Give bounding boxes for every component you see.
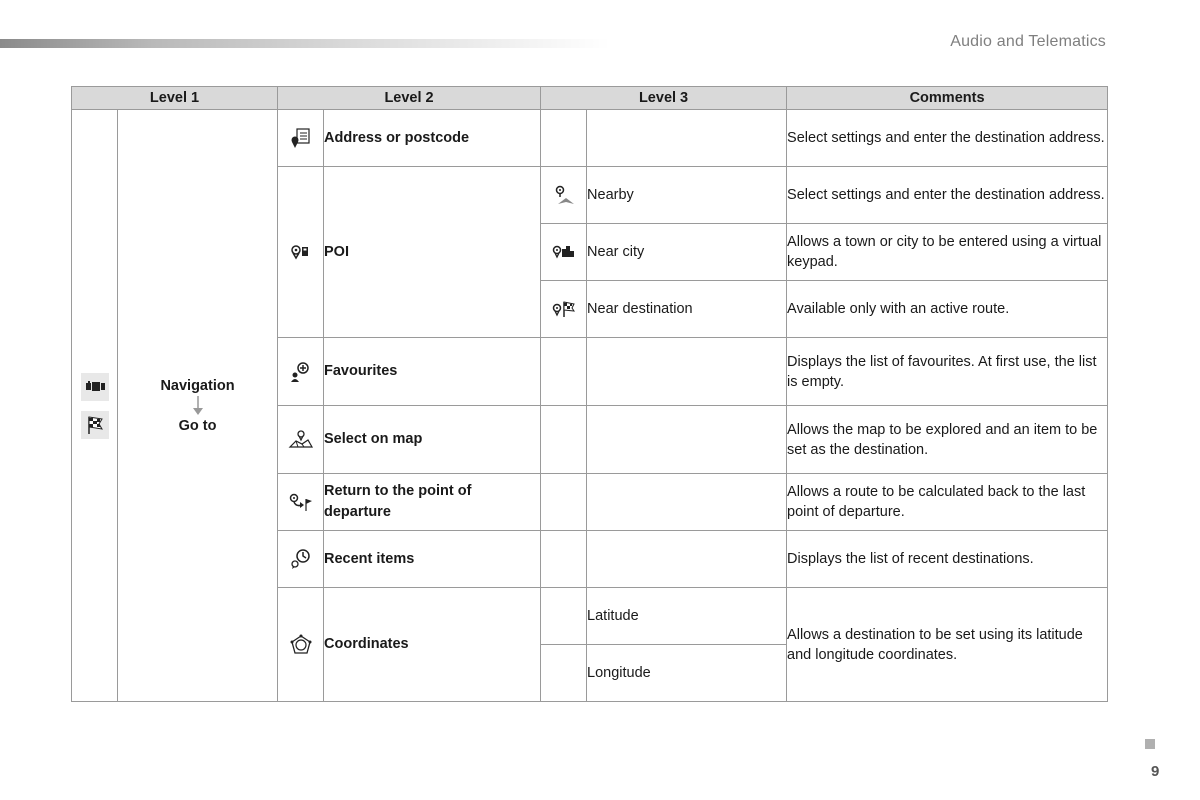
level2-label: Recent items	[324, 531, 541, 588]
level2-icon-cell	[278, 167, 324, 338]
level2-label: POI	[324, 167, 541, 338]
page-number: 9	[1151, 763, 1160, 780]
comment-text: Select settings and enter the destination address.	[787, 110, 1108, 167]
comment-text: Displays the list of favourites. At first use, the list is empty.	[787, 338, 1108, 406]
level2-icon-cell	[278, 338, 324, 406]
level2-label: Select on map	[324, 406, 541, 474]
comment-text: Displays the list of recent destinations.	[787, 531, 1108, 588]
poi-icon	[289, 241, 313, 263]
navigation-menu-table	[71, 86, 1108, 702]
near-city-icon	[552, 241, 576, 263]
comment-text: Allows a route to be calculated back to the last point of departure.	[787, 474, 1108, 531]
empty-cell	[587, 531, 787, 588]
empty-cell	[541, 474, 587, 531]
coordinates-icon	[289, 634, 313, 656]
column-header-level3: Level 3	[541, 87, 787, 110]
empty-cell	[541, 110, 587, 167]
header-gradient-bar	[0, 39, 610, 48]
comment-text: Select settings and enter the destination address.	[787, 167, 1108, 224]
level2-label: Address or postcode	[324, 110, 541, 167]
level3-icon-cell	[541, 167, 587, 224]
level1-icons-cell	[72, 110, 118, 702]
level3-label: Nearby	[587, 167, 787, 224]
empty-cell	[587, 110, 787, 167]
level1-navigation-cell	[118, 110, 278, 702]
near-destination-icon	[552, 298, 576, 320]
level3-label: Near city	[587, 224, 787, 281]
section-title: Audio and Telematics	[950, 33, 1106, 50]
navigation-icon	[81, 373, 109, 401]
table-row	[72, 110, 1108, 167]
map-icon	[288, 429, 314, 451]
level2-label: Favourites	[324, 338, 541, 406]
comment-text: Available only with an active route.	[787, 281, 1108, 338]
column-header-comments: Comments	[787, 87, 1108, 110]
empty-cell	[541, 338, 587, 406]
comment-text: Allows a town or city to be entered using a virtual keypad.	[787, 224, 1108, 281]
level2-label: Coordinates	[324, 588, 541, 702]
column-header-level2: Level 2	[278, 87, 541, 110]
address-card-icon	[289, 127, 313, 149]
level2-icon-cell	[278, 531, 324, 588]
empty-cell	[541, 645, 587, 702]
page-marker	[1145, 739, 1155, 749]
level2-icon-cell	[278, 110, 324, 167]
level1-label-goto: Go to	[178, 417, 217, 434]
level3-label: Near destination	[587, 281, 787, 338]
level3-icon-cell	[541, 224, 587, 281]
level2-icon-cell	[278, 406, 324, 474]
level2-label: Return to the point of departure	[324, 474, 541, 531]
recent-items-icon	[289, 548, 313, 570]
down-arrow-icon	[192, 396, 204, 416]
empty-cell	[541, 406, 587, 474]
level3-label: Latitude	[587, 588, 787, 645]
level3-icon-cell	[541, 281, 587, 338]
level1-label-navigation: Navigation	[160, 377, 235, 394]
comment-text: Allows a destination to be set using its latitude and longitude coordinates.	[787, 588, 1108, 702]
level3-label: Longitude	[587, 645, 787, 702]
empty-cell	[541, 531, 587, 588]
favourites-icon	[289, 361, 313, 383]
nearby-icon	[552, 184, 576, 206]
return-departure-icon	[288, 491, 314, 513]
empty-cell	[587, 338, 787, 406]
empty-cell	[587, 474, 787, 531]
level2-icon-cell	[278, 474, 324, 531]
table-header-row	[72, 87, 1108, 110]
comment-text: Allows the map to be explored and an item to be set as the destination.	[787, 406, 1108, 474]
level2-icon-cell	[278, 588, 324, 702]
checkered-flag-icon	[81, 411, 109, 439]
empty-cell	[541, 588, 587, 645]
empty-cell	[587, 406, 787, 474]
column-header-level1: Level 1	[72, 87, 278, 110]
